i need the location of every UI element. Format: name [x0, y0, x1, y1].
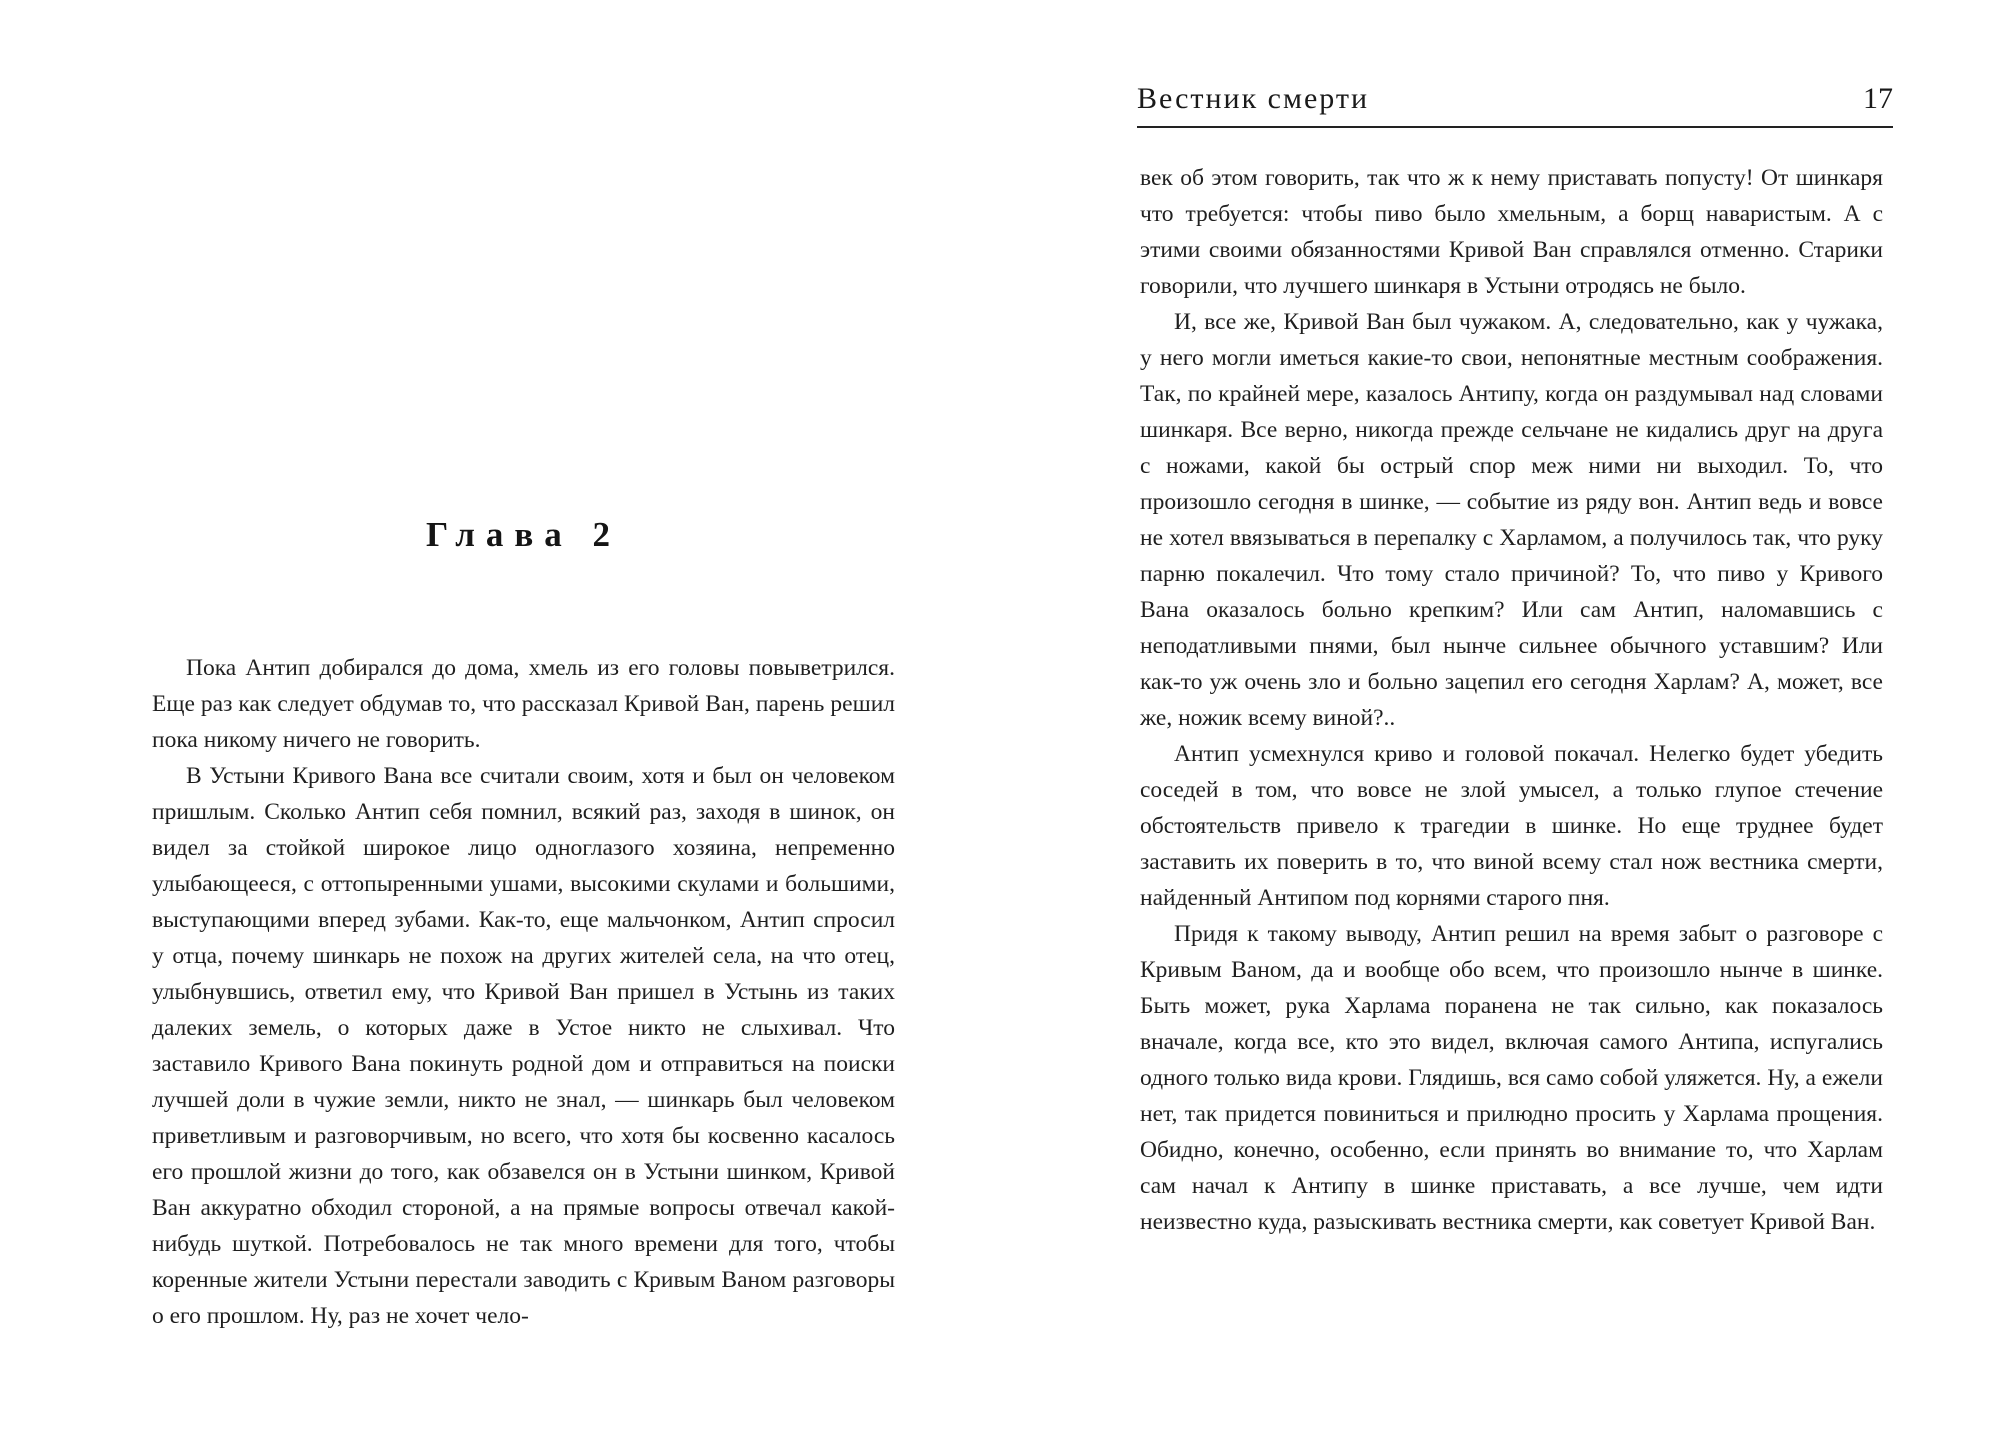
paragraph: И, все же, Кривой Ван был чужаком. А, следовательно, как у чужака, у него могли иметься какие-то свои, непонятные местным соображения. Так, по крайней мере, казалось Антипу, когда он раздумывал над словами шинкаря. Все верно, никогда прежде сельчане не кидались друг на друга с ножами, какой бы острый спор меж ними ни выходил. То, что произошло сегодня в шинке, — событие из ряду вон. Антип ведь и вовсе не хотел ввязываться в перепалку с Харламом, а получилось так, что руку парню покалечил. Что тому стало причиной? То, что пиво у Кривого Вана оказалось больно крепким? Или сам Антип, наломавшись с неподатливыми пнями, был нынче сильнее обычного уставшим? Или как-то уж очень зло и больно зацепил его сегодня Харлам? А, может, все же, ножик всему виной?..	[1140, 309, 1883, 731]
paragraph-continuation: век об этом говорить, так что ж к нему приставать попусту! От шинкаря что требуется: чтобы пиво было хмельным, а борщ наваристым. А с этими своими обязанностями Кривой Ван справлялся отменно. Старики говорили, что лучшего шинкаря в Устыни отродясь не было.	[1140, 165, 1883, 299]
paragraph: Придя к такому выводу, Антип решил на время забыт о разговоре с Кривым Ваном, да и вообще обо всем, что произошло нынче в шинке. Быть может, рука Харлама поранена не так сильно, как показалось вначале, когда все, кто это видел, включая самого Антипа, испугались одного только вида крови. Глядишь, вся само собой уляжется. Ну, а ежели нет, так придется повиниться и прилюдно просить у Харлама прощения. Обидно, конечно, особенно, если принять во внимание то, что Харлам сам начал к Антипу в шинке приставать, а все лучше, чем идти неизвестно куда, разыскивать вестника смерти, как советует Кривой Ван.	[1140, 921, 1883, 1235]
right-page-text	[1140, 160, 1883, 1240]
running-head	[1137, 82, 1893, 128]
paragraph: Пока Антип добирался до дома, хмель из его головы повыветрился. Еще раз как следует обдумав то, что рассказал Кривой Ван, парень решил пока никому ничего не говорить.	[152, 655, 895, 753]
page-number: 17	[1863, 82, 1893, 115]
paragraph: Антип усмехнулся криво и головой покачал. Нелегко будет убедить соседей в том, что вовсе не злой умысел, а только глупое стечение обстоятельств привело к трагедии в шинке. Но еще труднее будет заставить их поверить в то, что виной всему стал нож вестника смерти, найденный Антипом под корнями старого пня.	[1140, 741, 1883, 911]
left-page-text	[152, 650, 895, 1334]
paragraph: В Устыни Кривого Вана все считали своим, хотя и был он человеком пришлым. Сколько Антип себя помнил, всякий раз, заходя в шинок, он видел за стойкой широкое лицо одноглазого хозяина, непременно улыбающееся, с оттопыренными ушами, высокими скулами и большими, выступающими вперед зубами. Как-то, еще мальчонком, Антип спросил у отца, почему шинкарь не похож на других жителей села, на что отец, улыбнувшись, ответил ему, что Кривой Ван пришел в Устынь из таких далеких земель, о которых даже в Устое никто не слыхивал. Что заставило Кривого Вана покинуть родной дом и отправиться на поиски лучшей доли в чужие земли, никто не знал, — шинкарь был человеком приветливым и разговорчивым, но всего, что хотя бы косвенно касалось его прошлой жизни до того, как обзавелся он в Устыни шинком, Кривой Ван аккуратно обходил стороной, а на прямые вопросы отвечал какой-нибудь шуткой. Потребовалось не так много времени для того, чтобы коренные жители Устыни перестали заводить с Кривым Ваном разговоры о его прошлом. Ну, раз не хочет чело-	[152, 763, 895, 1329]
right-page	[1000, 0, 2000, 1448]
running-title: Вестник смерти	[1137, 82, 1370, 115]
chapter-title: Глава 2	[425, 515, 622, 554]
